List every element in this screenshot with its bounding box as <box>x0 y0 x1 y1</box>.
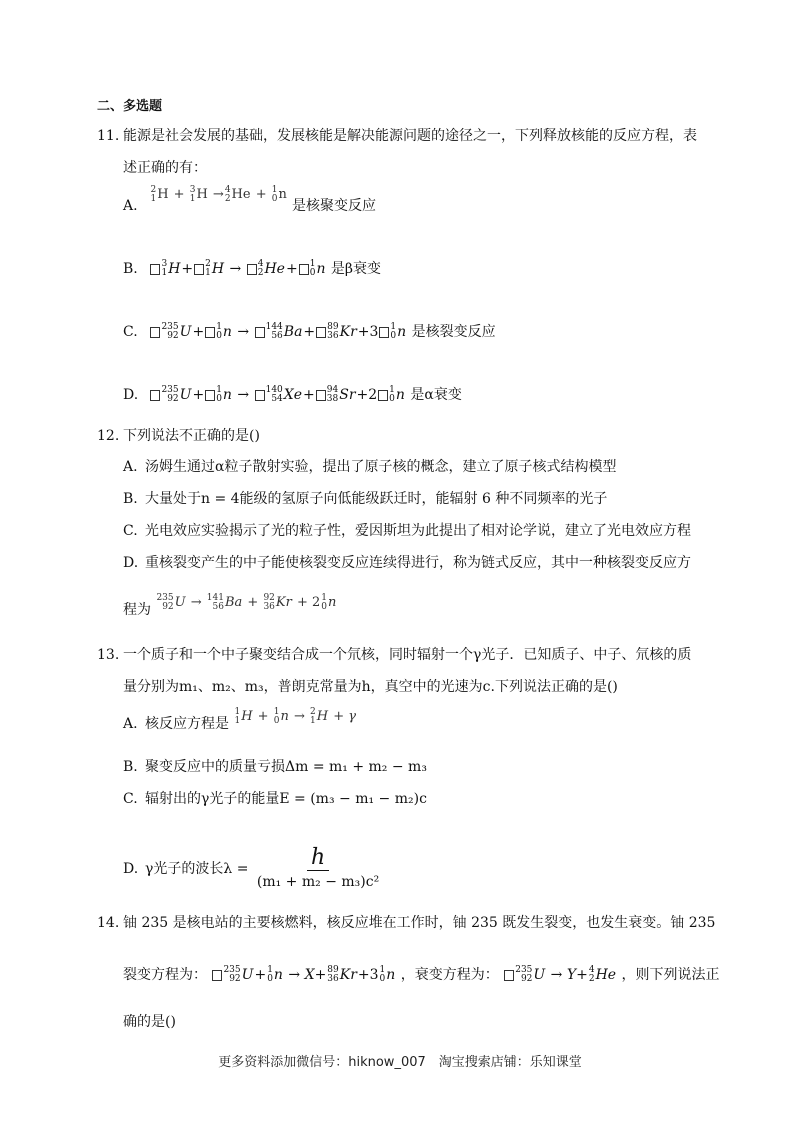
q13-number: 13. <box>97 647 120 663</box>
q11-option-c: C. 235 92 U + 1 0 n → 144 56 Ba + 89 36 Kr +3 1 0 n 是核裂变反应 <box>123 322 496 341</box>
q14-fission-equation: 235 92 U + 1 0 n → X+ 89 36 Kr +3 1 0 n <box>207 967 401 983</box>
q13-stem-line1: 13. 一个质子和一个中子聚变结合成一个氘核，同时辐射一个γ光子．已知质子、中子、氘核的质 <box>97 647 692 663</box>
q13-d-denominator: (m₁ + m₂ − m₃)c² <box>256 874 380 890</box>
q14-stem-line3: 确的是() <box>123 1014 176 1030</box>
q13-d-numerator: h <box>307 846 329 871</box>
q11-c-equation: 235 92 U + 1 0 n → 144 56 Ba + 89 36 Kr +3 1 0 n <box>149 324 411 340</box>
q13-a-equation: 1 1 H + 1 0 n → 2 1 H + γ <box>234 706 357 726</box>
q11-stem-line2: 述正确的有： <box>123 160 207 176</box>
q14-stem-line1: 14. 铀 235 是核电站的主要核燃料，核反应堆在工作时，铀 235 既发生裂变，也发生衰变。铀 235 <box>97 915 716 931</box>
section-title: 二、多选题 <box>97 99 163 114</box>
q13-option-c: C. 辐射出的γ光子的能量E = (m₃ − m₁ − m₂)c <box>123 791 427 807</box>
q13-stem-line2: 量分别为m₁、m₂、m₃，普朗克常量为h，真空中的光速为c.下列说法正确的是() <box>123 679 618 695</box>
q11-b-equation: 3 1 H + 2 1 H → 4 2 He + 1 0 n <box>149 261 330 277</box>
q11-stem-line1: 11. 能源是社会发展的基础，发展核能是解决能源问题的途径之一，下列释放核能的反应方程，表 <box>97 128 697 144</box>
q12-option-c: C. 光电效应实验揭示了光的粒子性，爱因斯坦为此提出了相对论学说，建立了光电效应方程 <box>123 523 691 539</box>
q13-option-d: D. γ光子的波长λ = $\frac{h}{\text{(m₁ + m₂ − m₃)c²}}$ <box>123 846 383 892</box>
q11-option-a: A. 2 1 H + 3 1 H → 4 2 He + 1 0 n 是核聚变反应 <box>123 184 376 214</box>
q13-option-b: B. 聚变反应中的质量亏损Δm = m₁ + m₂ − m₃ <box>123 759 427 775</box>
q12-option-d-line2: 程为 235 92 U → 141 56 Ba + 92 36 Kr + 2 1 0 n <box>123 592 337 618</box>
q12-option-b: B. 大量处于n = 4能级的氢原子向低能级跃迁时，能辐射 6 种不同频率的光子 <box>123 491 608 507</box>
q12-stem: 12. 下列说法不正确的是() <box>97 428 260 444</box>
q14-stem-line2: 裂变方程为： 235 92 U + 1 0 n → X+ 89 36 Kr +3 1 0 n ，衰变方程为： 235 92 U → Y+ 4 2 He ，则下列说法正 <box>123 965 720 984</box>
q11-number: 11. <box>97 128 120 144</box>
q14-number: 14. <box>97 915 120 931</box>
q12-number: 12. <box>97 428 120 444</box>
q11-option-b: B. 3 1 H + 2 1 H → 4 2 He + 1 0 n 是β衰变 <box>123 259 382 278</box>
q12-option-a: A. 汤姆生通过α粒子散射实验，提出了原子核的概念，建立了原子核式结构模型 <box>123 459 617 475</box>
q12-d-equation: 235 92 U → 141 56 Ba + 92 36 Kr + 2 1 0 n <box>156 592 337 612</box>
q13-d-fraction <box>253 846 383 892</box>
q14-decay-equation: 235 92 U → Y+ 4 2 He <box>499 967 622 983</box>
q11-a-equation: 2 1 H + 3 1 H → 4 2 He + 1 0 n <box>150 184 287 204</box>
q11-option-d: D. 235 92 U + 1 0 n → 140 54 Xe + 94 38 Sr +2 1 0 n 是α衰变 <box>123 385 462 404</box>
q13-option-a: A. 核反应方程是 1 1 H + 1 0 n → 2 1 H + γ <box>123 706 357 732</box>
q11-d-equation: 235 92 U + 1 0 n → 140 54 Xe + 94 38 Sr +2 1 0 n <box>149 387 410 403</box>
q12-option-d: D. 重核裂变产生的中子能使核裂变反应连续得进行，称为链式反应，其中一种核裂变反应方 <box>123 555 691 571</box>
page-footer: 更多资料添加微信号：hiknow_007 淘宝搜索店铺：乐知课堂 <box>218 1055 582 1070</box>
